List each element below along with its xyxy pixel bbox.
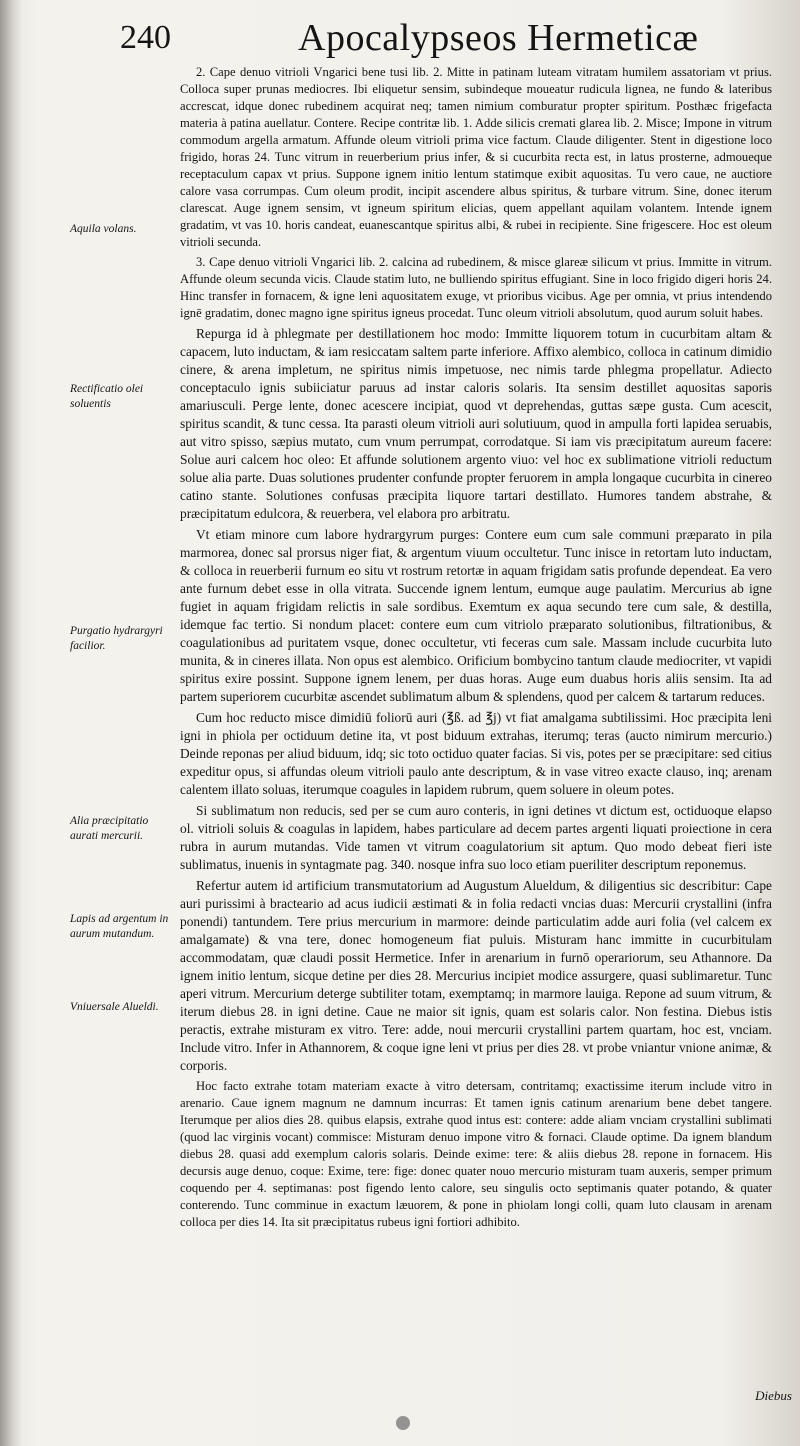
margin-note: Vniuersale Alueldi. [70, 1001, 159, 1013]
margin-note: Alia præcipitatio aurati mercurii. [70, 815, 149, 842]
paragraph: Vt etiam minore cum labore hydrargyrum purges: Contere eum cum sale communi præparato in pila marmorea, donec sal prorsus niger fiat, & argentum viuum occultetur. Tunc inisce in retortam luto inductam, & colloca in reuerberii furnum eo situ vt rostrum retortæ in aquam frigidam satis profunde dependeat. Ea vero ante furnum debet esse in olla vitrata. Succende ignem lentum, eumque auge paulatim. Mercurius ab igne fugiet in aquam frigidam relictis in sale sordibus. Exemtum ex aqua secundo tere cum sale, & destilla, idemque fac tertio. Si nondum placet: contere eum cum vitriolo præparato solutionibus, filtrationibus, & coagulationibus ad puritatem vsque, donec occultetur, vti feceras cum sale. Massam include cucurbita luto munita, & in cineres illata. Non opus est alembico. Orificium bombycino tantum claude mediocriter, vt vapidi spiritus exire possint. Suppone ignem lenem, per duas horas. Auge eum duabus horis aliis sensim. Ita ad partem superiorem cucurbitæ ascendet sublimatum album & splendens, quod per calcem & tartarum reduces. [180, 527, 772, 704]
catchword: Diebus [755, 1388, 792, 1403]
page-number: 240 [120, 19, 171, 56]
paragraph: Hoc facto extrahe totam materiam exacte à vitro detersam, contritamq; exactissime iterum include vitro in arenario. Caue ignem magnum ne damnum incurras: Et tamen ignis catinum arenarium bene debet tangere. Iterumque per alios dies 28. quibus elapsis, extrahe quod intus est: contere: adde aliam vnciam crystallini sublimati (quod lac virginis vocant) commisce: Misturam denuo impone vitro & fornaci. Claude optime. Da ignem blandum diebus 28. quasi add exemplum caloris solaris. Deinde exime: tere: & aliis diebus 28. repone in fornacem. His decursis auge denuo, coque: Exime, tere: fige: donec quater nouo mercurio misturam tuam auxeris, semper primum coquendo per 4. septimanas: post figendo lento calore, seu singulis octo septimanis quater potando, & quater conterendo. Tunc comminue in exactum læuorem, & pone in phiolam longi colli, quam luto clausam in arenam colloca per dies 14. Ita sit præcipitatus rubeus igni fortiori adhibito. [180, 1079, 772, 1229]
margin-note: Aquila volans. [70, 223, 137, 235]
paragraph: 3. Cape denuo vitrioli Vngarici lib. 2. calcina ad rubedinem, & misce glareæ silicum vt prius. Immitte in vitrum. Affunde oleum secunda vicis. Claude statim luto, ne bulliendo spiritus effugiant. Sine in loco frigido digeri horis 24. Hinc transfer in fornacem, & igne leni aquositatem exuge, vt prioribus vicibus. Age per omnia, vt prius intendendo ignē gradatim, donec magno igne spiritus igneus procedat. Tunc oleum vitrioli absolutum, quod aurum soluit habes. [180, 255, 772, 320]
paragraph: Repurga id à phlegmate per destillationem hoc modo: Immitte liquorem totum in cucurbitam altam & capacem, luto inductam, & iam resiccatam saltem parte inferiore. Affixo alembico, colloca in catinum dimidio cinere, & arena impletum, ne spiritus nimis impetuose, nec nimis tarde phlegma propellatur. Adiecto conceptaculo ignis subiiciatur paruus ad instar caloris solaris. Ita sensim destillet aquositas saporis amariusculi. Perge lente, donec acescere incipiat, quod vt deprehendas, guttas sæpe gusta. Cum acescit, spiritus scandit, & tunc cessa. Ita parasti oleum vitrioli auri solutiuum, quod in ampulla forti lapidea seruabis, aut vitro spisso, sæpius mutato, cum vnum perrumpat, corrodatque. Si iam vis præcipitatum aureum facere: Solue auri calcem hoc oleo: Et affunde solutionem argento viuo: vel hoc ex sublimatione vitrioli reductum solue alia parte. Duas solutiones prudenter confunde propter feruorem in ampla longaque cucurbita in cinereo catino stante. Solutiones confusas præcipita liquore tartari destillato. Humores tandem abstrahe, & præcipitatum edulcora, & reuerbera, vel elabora pro arbitratu. [180, 326, 772, 521]
paragraph: Cum hoc reducto misce dimidiū foliorū auri (℥ß. ad ℥j) vt fiat amalgama subtilissimi. Hoc præcipita leni igni in phiola per octiduum detine ita, vt post biduum extrahas, iterumq; teras (aucto nimirum mercurio.) Deinde reponas per aliud biduum, idq; sic toto octiduo quater facias. Si vis, potes per se præcipitare: sed citius expeditur opus, si affundas oleum vitrioli paulo ante descriptum, & in vase vitreo exacte clauso, inq; arenam calentem illato soluas, iterumque coagules in lapidem rubrum, quem soluere in oleum potes. [180, 710, 772, 797]
margin-note: Lapis ad argentum in aurum mutandum. [70, 913, 169, 940]
margin-note: Rectificatio olei soluentis [70, 383, 144, 410]
main-text-block [180, 64, 772, 1234]
margin-note: Purgatio hydrargyri facilior. [70, 625, 163, 652]
paragraph: 2. Cape denuo vitrioli Vngarici bene tusi lib. 2. Mitte in patinam luteam vitratam humilem assatoriam vt prius. Colloca super prunas mediocres. Ibi eliquetur sensim, subindeque moueatur rudicula lignea, ne fundo & lateribus accrescat, idque donec rubedinem acquirat neq; tamen nimium comburatur propter spiritum. Posthæc frigefacta materia à patina auellatur. Contere. Recipe contritæ lib. 1. Adde silicis cremati glarea lib. 2. Misce; Impone in vitrum commodum argella armatum. Affunde oleum vitrioli prima vice factum. Claude diligenter. Stent in digestione loco frigido, horas 24. Tunc vitrum in reuerberium prius infer, & si cucurbita recta est, in latus prosterne, admoueque receptaculum capax vt prius. Suppone ignem initio lentum statimque exibit aquositas. Tu vero caue, ne auctiore calore vasa corrumpas. Cum oleum prodit, incipit ascendere albus spiritus, & turbare vitrum. Sine, donec iterum clarescat. Auge ignem sensim, vt igneum spiritum elicias, quem appellant aquilam volantem. Intende ignem gradatim, vt vas 10. horis candeat, euanescantque spiritus albi, & rubei in recipiente. Sine frigescere. Hoc est oleum vitrioli secunda. [180, 65, 772, 249]
gutter-shadow [0, 0, 22, 1446]
ink-spot [396, 1416, 410, 1430]
paragraph: Refertur autem id artificium transmutatorium ad Augustum Alueldum, & diligentius sic describitur: Cape auri purissimi à bracteario ad acus iudicii æstimati & in folia redacti vncias duas: Mercurii crystallini (infra ponendi) tantundem. Tere prius mercurium in marmore: deinde particulatim adde auri folia (vel calcem ex amalgamate) & vna tere, donec homogeneum fiat puluis. Misturam hanc immitte in cucurbitulam accommodatam, quæ claudi possit Hermetice. Infer in arenarium in furnō operariorum, seu Athannore. Da ignem initio lentum, sicque detine per dies 28. Mercurius incipiet modice assurgere, quasi sublimaretur. Tunc aperi vitrum. Mercurium deterge subtiliter totam, exemptamq; in marmore lauiga. Repone ad suum vitrum, & iterum diebus 28. in igni detine. Caue ne maior sit ignis, quam est solaris calor. Non festina. Diebus istis peractis, extrahe misturam ex vitro. Tere: adde, noui mercurii crystallini partem quartam, hoc est, vnciam. Include vitro. Infer in Athannorem, & coque igne leni vt prius per dies 28. vt probe vniantur vnione animæ, & corporis. [180, 878, 772, 1073]
page-header [120, 14, 760, 60]
paragraph: Si sublimatum non reducis, sed per se cum auro conteris, in igni detines vt dictum est, octiduoque elapso ol. vitrioli soluis & coagulas in lapidem, habes particulare ad decem partes argenti liquati proiectione in cera rubra in aurum mutandas. Vide tamen vt vitrum coagulatorium sit aptum. Quo modo debeat fieri iste sublimatus, inuenis in syntagmate pag. 340. nosque infra suo loco etiam pueriliter descriptum reponemus. [180, 803, 772, 872]
running-title: Apocalypseos Hermeticæ [298, 17, 699, 59]
